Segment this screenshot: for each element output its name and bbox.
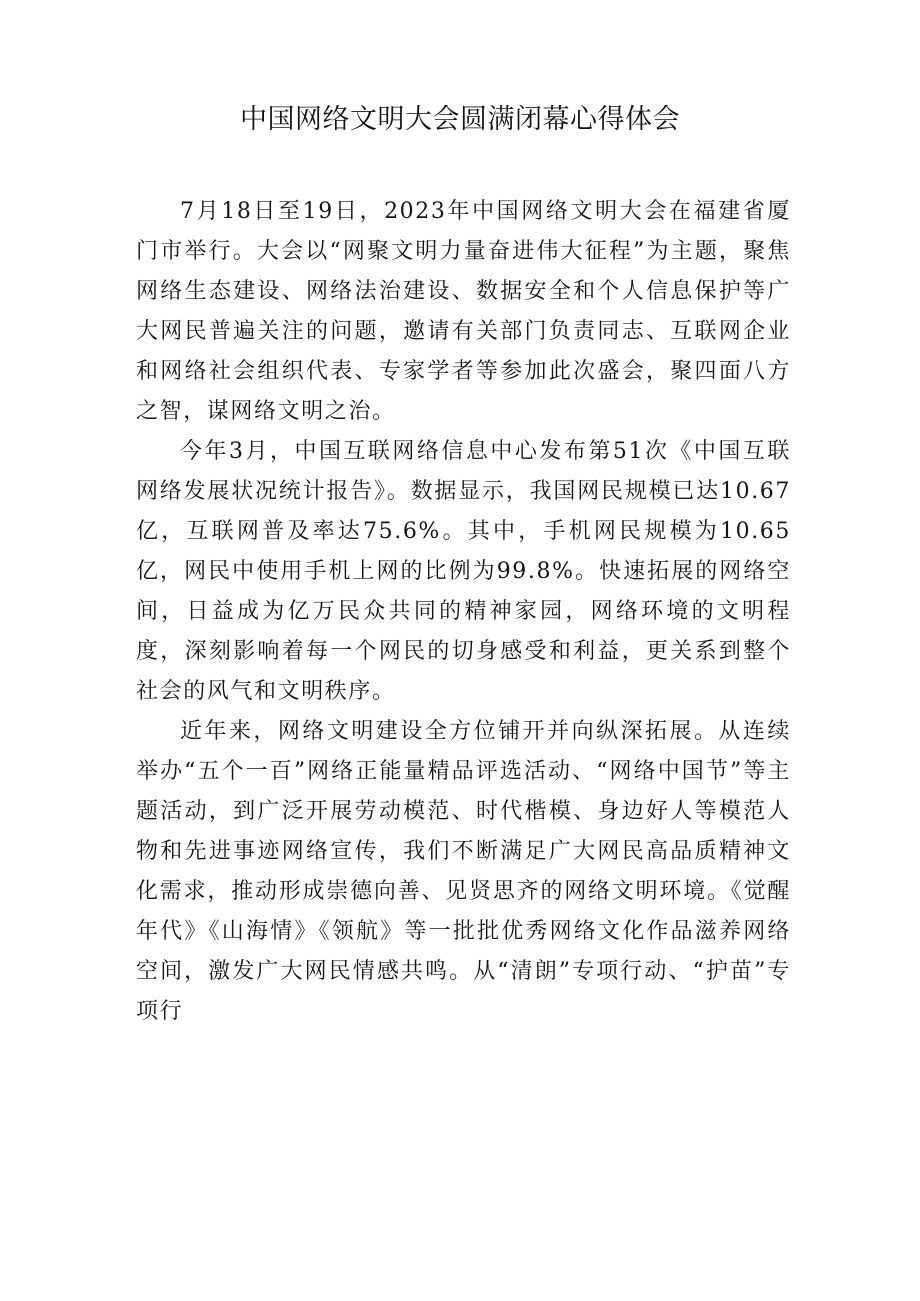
paragraph-network-civilization-conference: 7月18日至19日，2023年中国网络文明大会在福建省厦门市举行。大会以“网聚文明力量奋进伟大征程”为主题，聚焦网络生态建设、网络法治建设、数据安全和个人信息保护等广大网民普遍关注的问题，邀请有关部门负责同志、互联网企业和网络社会组织代表、专家学者等参加此次盛会，聚四面八方之智，谋网络文明之治。 <box>136 199 791 424</box>
paragraph-recent-civilization-building: 近年来，网络文明建设全方位铺开并向纵深拓展。从连续举办“五个一百”网络正能量精品评选活动、“网络中国节”等主题活动，到广泛开展劳动模范、时代楷模、身边好人等模范人物和先进事迹网络宣传，我们不断满足广大网民高品质精神文化需求，推动形成崇德向善、见贤思齐的网络文明环境。《觉醒年代》《山海情》《领航》等一批批优秀网络文化作品滋养网络空间，激发广大网民情感共鸣。从“清朗”专项行动、“护苗”专项行 <box>136 719 791 1024</box>
document-body <box>136 192 791 1032</box>
document-title: 中国网络文明大会圆满闭幕心得体会 <box>240 104 680 135</box>
paragraph-internet-statistics: 今年3月，中国互联网络信息中心发布第51次《中国互联网络发展状况统计报告》。数据显示，我国网民规模已达10.67亿，互联网普及率达75.6%。其中，手机网民规模为10.65亿，网民中使用手机上网的比例为99.8%。快速拓展的网络空间，日益成为亿万民众共同的精神家园，网络环境的文明程度，深刻影响着每一个网民的切身感受和利益，更关系到整个社会的风气和文明秩序。 <box>136 439 791 704</box>
